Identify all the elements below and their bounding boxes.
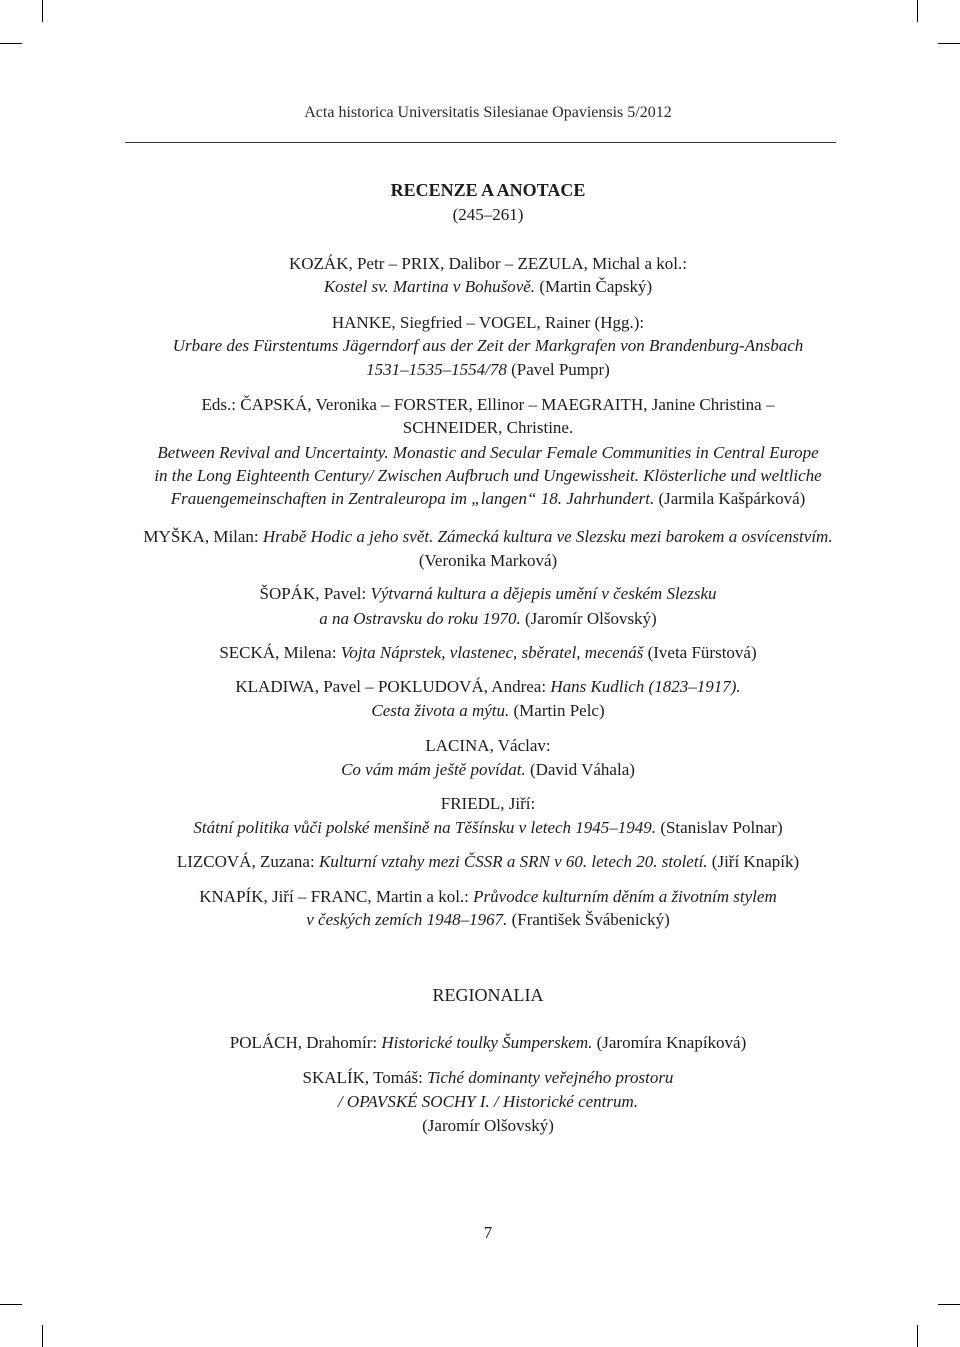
review-title: Kostel sv. Martina v Bohušově.: [323, 277, 536, 296]
review-reviewer: (Pavel Pumpr): [511, 360, 610, 379]
review-8-line-2: [88, 759, 888, 781]
review-title: 1531–1535–1554/78: [366, 360, 507, 379]
review-11-line-1: [88, 886, 888, 908]
review-authors: FRIEDL, Jiří:: [440, 794, 536, 813]
header-rule: [125, 142, 836, 143]
review-title: Státní politika vůči polské menšině na Těšínsku v letech 1945–1949.: [193, 818, 657, 837]
review-title: Urbare des Fürstentums Jägerndorf aus der Zeit der Markgrafen von Brandenburg-Ansbach: [172, 336, 804, 355]
review-title: Historické toulky Šumperskem.: [381, 1033, 593, 1052]
review-1-line-2: [88, 276, 888, 298]
review-authors: MYŠKA, Milan:: [143, 527, 259, 546]
review-reviewer: (Jaromír Olšovský): [524, 609, 657, 628]
review-authors: HANKE, Siegfried – VOGEL, Rainer (Hgg.):: [331, 313, 645, 332]
review-authors: SECKÁ, Milena:: [219, 643, 337, 662]
review-title: Tiché dominanty veřejného prostoru: [427, 1068, 674, 1087]
review-title: in the Long Eighteenth Century/ Zwischen Aufbruch und Ungewissheit. Klösterliche und weltliche: [154, 466, 822, 485]
review-title: Průvodce kulturním děním a životním stylem: [473, 887, 777, 906]
review-2-line-1: [88, 312, 888, 334]
crop-mark-bottom-right-horizontal: [938, 1304, 960, 1305]
review-title: / OPAVSKÉ SOCHY I. / Historické centrum.: [337, 1092, 639, 1111]
review-2-line-2: [88, 335, 888, 357]
review-authors: KNAPÍK, Jiří – FRANC, Martin a kol.:: [199, 887, 469, 906]
section-page-range: (245–261): [452, 205, 524, 224]
review-reviewer: (Iveta Fürstová): [647, 643, 757, 662]
review-3-line-5: [88, 488, 888, 510]
review-3-line-1: [88, 394, 888, 416]
review-2-line-3: [88, 359, 888, 381]
review-reviewer: (David Váhala): [529, 760, 635, 779]
review-reviewer: (Jarmila Kašpárková): [658, 489, 806, 508]
regional-2-line-1: [88, 1067, 888, 1089]
review-title: a na Ostravsku do roku 1970.: [319, 609, 521, 628]
review-1-line-1: [88, 253, 888, 275]
review-reviewer: (Martin Čapský): [539, 277, 653, 296]
crop-mark-bottom-left-vertical: [42, 1325, 43, 1347]
review-4-line-1: [88, 526, 888, 548]
review-6-line-1: [88, 642, 888, 664]
review-title: Výtvarná kultura a dějepis umění v českém Slezsku: [370, 584, 717, 603]
page-number: 7: [483, 1223, 493, 1242]
review-title: Hans Kudlich (1823–1917).: [550, 677, 741, 696]
review-title: Frauengemeinschaften in Zentraleuropa im „langen“ 18. Jahrhundert.: [170, 489, 655, 508]
review-authors: LIZCOVÁ, Zuzana:: [176, 852, 315, 871]
review-title: Hrabě Hodic a jeho svět. Zámecká kultura ve Slezsku mezi barokem a osvícenstvím.: [262, 527, 833, 546]
crop-mark-bottom-left-horizontal: [0, 1304, 22, 1305]
review-9-line-2: [88, 817, 888, 839]
review-4-line-2: [88, 550, 888, 572]
review-title: Cesta života a mýtu.: [371, 701, 510, 720]
section-title-regionalia: REGIONALIA: [432, 985, 544, 1005]
review-authors: LACINA, Václav:: [425, 736, 551, 755]
review-3-line-2: [88, 417, 888, 439]
review-reviewer: (Jiří Knapík): [711, 852, 800, 871]
review-10-line-1: [88, 851, 888, 873]
review-authors: KOZÁK, Petr – PRIX, Dalibor – ZEZULA, Michal a kol.:: [288, 254, 688, 273]
crop-mark-bottom-right-vertical: [917, 1325, 918, 1347]
regional-2-line-3: [88, 1115, 888, 1137]
running-header: Acta historica Universitatis Silesianae Opaviensis 5/2012: [304, 104, 672, 121]
section-title-reviews: RECENZE A ANOTACE: [390, 180, 586, 200]
review-authors: ŠOPÁK, Pavel:: [259, 584, 367, 603]
review-11-line-2: [88, 909, 888, 931]
review-authors: SCHNEIDER, Christine.: [402, 418, 574, 437]
review-reviewer: (Stanislav Polnar): [660, 818, 783, 837]
review-authors: POLÁCH, Drahomír:: [229, 1033, 378, 1052]
review-title: Vojta Náprstek, vlastenec, sběratel, mecenáš: [340, 643, 644, 662]
regional-2-line-2: [88, 1091, 888, 1113]
review-title: v českých zemích 1948–1967.: [306, 910, 508, 929]
review-9-line-1: [88, 793, 888, 815]
review-reviewer: (František Švábenický): [511, 910, 670, 929]
crop-mark-top-right-horizontal: [938, 43, 960, 44]
review-authors: Eds.: ČAPSKÁ, Veronika – FORSTER, Ellinor – MAEGRAITH, Janine Christina –: [201, 395, 775, 414]
review-reviewer: (Veronika Marková): [418, 551, 558, 570]
review-title: Between Revival and Uncertainty. Monastic and Secular Female Communities in Central Europe: [157, 443, 819, 462]
review-3-line-4: [88, 465, 888, 487]
review-7-line-1: [88, 676, 888, 698]
review-reviewer: (Martin Pelc): [513, 701, 605, 720]
review-8-line-1: [88, 735, 888, 757]
crop-mark-top-left-horizontal: [0, 43, 22, 44]
regional-1-line-1: [88, 1032, 888, 1054]
crop-mark-top-right-vertical: [917, 0, 918, 22]
review-title: Co vám mám ještě povídat.: [341, 760, 526, 779]
review-reviewer: (Jaromíra Knapíková): [596, 1033, 747, 1052]
review-authors: SKALÍK, Tomáš:: [302, 1068, 423, 1087]
review-7-line-2: [88, 700, 888, 722]
review-reviewer: (Jaromír Olšovský): [422, 1116, 554, 1135]
crop-mark-top-left-vertical: [42, 0, 43, 22]
review-5-line-1: [88, 583, 888, 605]
review-3-line-3: [88, 442, 888, 464]
review-title: Kulturní vztahy mezi ČSSR a SRN v 60. letech 20. století.: [318, 852, 708, 871]
review-5-line-2: [88, 608, 888, 630]
review-authors: KLADIWA, Pavel – POKLUDOVÁ, Andrea:: [235, 677, 547, 696]
